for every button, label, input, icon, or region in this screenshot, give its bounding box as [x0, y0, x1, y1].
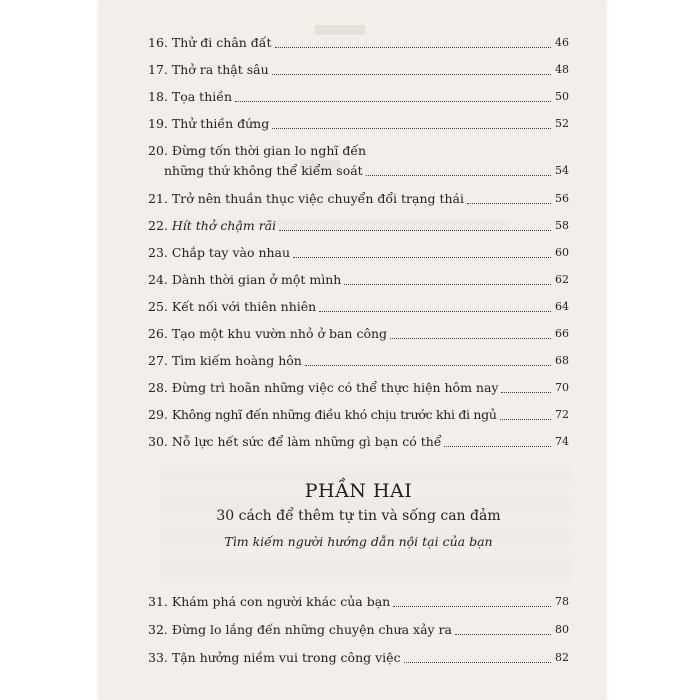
entry-title: Tạo một khu vườn nhỏ ở ban công [171, 326, 388, 341]
entry-title: Tận hưởng niềm vui trong công việc [171, 650, 401, 665]
entry-number: 19. [148, 116, 168, 131]
part-two-tagline: Tìm kiếm người hướng dẫn nội tại của bạn [224, 534, 493, 549]
entry-title-line-1: Đừng tốn thời gian lo nghĩ đến [171, 143, 367, 158]
entry-number: 29. [148, 407, 168, 422]
entry-title: Trở nên thuần thục việc chuyển đổi trạng thái [171, 191, 465, 206]
dot-leader [293, 256, 551, 258]
dot-leader [279, 229, 551, 231]
toc-entry-22[interactable] [148, 218, 569, 234]
toc-entry-19[interactable] [148, 116, 569, 132]
entry-page-number: 72 [555, 408, 569, 421]
entry-title: Tìm kiếm hoàng hôn [171, 353, 302, 368]
dot-leader [235, 100, 551, 102]
entry-page-number: 64 [555, 300, 569, 313]
entry-title: Thử đi chân đất [171, 35, 272, 50]
entry-page-number: 56 [555, 192, 569, 205]
toc-entry-25[interactable] [148, 299, 569, 315]
dot-leader [366, 174, 551, 176]
entry-title: Hít thở chậm rãi [171, 218, 277, 233]
entry-page-number: 60 [555, 246, 569, 259]
entry-number: 23. [148, 245, 168, 260]
entry-number: 18. [148, 89, 168, 104]
dot-leader [272, 127, 551, 129]
entry-page-number: 68 [555, 354, 569, 367]
toc-entry-27[interactable] [148, 353, 569, 369]
entry-number: 28. [148, 380, 168, 395]
part-two-subtitle: 30 cách để thêm tự tin và sống can đảm [216, 508, 501, 524]
dot-leader [444, 445, 551, 447]
toc-entry-33[interactable] [148, 650, 569, 666]
dot-leader [393, 605, 551, 607]
entry-page-number: 46 [555, 36, 569, 49]
entry-number: 21. [148, 191, 168, 206]
entry-page-number: 66 [555, 327, 569, 340]
toc-entry-23[interactable] [148, 245, 569, 261]
entry-title: Đừng trì hoãn những việc có thể thực hiện hôm nay [171, 380, 499, 395]
dot-leader [272, 73, 551, 75]
toc-entry-30[interactable] [148, 434, 569, 450]
entry-title: Tọa thiền [171, 89, 232, 104]
entry-number: 17. [148, 62, 168, 77]
entry-number: 26. [148, 326, 168, 341]
entry-page-number: 80 [555, 623, 569, 636]
toc-entry-24[interactable] [148, 272, 569, 288]
toc-entry-16[interactable] [148, 35, 569, 51]
toc-entry-20[interactable] [148, 143, 569, 179]
toc-entry-32[interactable] [148, 622, 569, 638]
entry-page-number: 70 [555, 381, 569, 394]
entry-number: 22. [148, 218, 168, 233]
table-of-contents [100, 0, 605, 700]
toc-entry-31[interactable] [148, 594, 569, 610]
entry-page-number: 52 [555, 117, 569, 130]
entry-title: Thử thiền đứng [171, 116, 270, 131]
entry-page-number: 78 [555, 595, 569, 608]
entry-title: Chắp tay vào nhau [171, 245, 291, 260]
entry-title: Nỗ lực hết sức để làm những gì bạn có thể [171, 434, 442, 449]
dot-leader [404, 661, 551, 663]
toc-entry-17[interactable] [148, 62, 569, 78]
entry-title: Không nghĩ đến những điều khó chịu trước khi đi ngủ [171, 407, 497, 422]
entry-title: Đừng lo lắng đến những chuyện chưa xảy ra [171, 622, 452, 637]
entry-number: 24. [148, 272, 168, 287]
entry-number: 16. [148, 35, 168, 50]
dot-leader [467, 202, 551, 204]
entry-number: 33. [148, 650, 168, 665]
dot-leader [319, 310, 551, 312]
entry-page-number: 54 [555, 164, 569, 177]
dot-leader [305, 364, 551, 366]
dot-leader [344, 283, 551, 285]
entry-title-line-2: những thứ không thể kiểm soát [164, 163, 363, 178]
toc-entry-28[interactable] [148, 380, 569, 396]
entry-page-number: 50 [555, 90, 569, 103]
toc-entry-18[interactable] [148, 89, 569, 105]
entry-number: 25. [148, 299, 168, 314]
toc-entry-26[interactable] [148, 326, 569, 342]
entry-page-number: 82 [555, 651, 569, 664]
entry-title: Kết nối với thiên nhiên [171, 299, 317, 314]
dot-leader [455, 633, 551, 635]
entry-title: Dành thời gian ở một mình [171, 272, 342, 287]
entry-number: 31. [148, 594, 168, 609]
entry-title: Khám phá con người khác của bạn [171, 594, 391, 609]
part-two-heading: PHẦN HAI [304, 480, 413, 502]
entry-page-number: 48 [555, 63, 569, 76]
entry-number: 32. [148, 622, 168, 637]
entry-page-number: 62 [555, 273, 569, 286]
entry-title: Thở ra thật sâu [171, 62, 269, 77]
entry-number: 20. [148, 143, 168, 158]
book-page [100, 0, 605, 700]
dot-leader [275, 46, 552, 48]
toc-entry-29[interactable] [148, 407, 569, 423]
dot-leader [500, 418, 551, 420]
dot-leader [501, 391, 551, 393]
entry-page-number: 74 [555, 435, 569, 448]
toc-entry-21[interactable] [148, 191, 569, 207]
dot-leader [390, 337, 551, 339]
entry-page-number: 58 [555, 219, 569, 232]
entry-number: 27. [148, 353, 168, 368]
entry-number: 30. [148, 434, 168, 449]
